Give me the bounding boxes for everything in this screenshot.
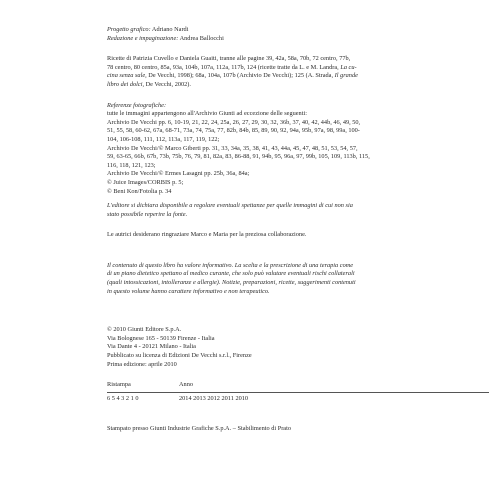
recipes-line-4 [107,81,489,90]
imprint-line: Via Bolognese 165 - 50139 Firenze - Italia [107,334,215,342]
disclaimer-line: (quali intossicazioni, intolleranze e allergie). Notizie, preparazioni, ricette, suggerimenti contenuti [107,279,356,287]
photo-credits-line: 116, 118, 121, 123; [107,161,156,169]
imprint-line: Via Dante 4 - 20121 Milano - Italia [107,343,196,351]
reprint-numbers: 6 5 4 3 2 1 0 [107,394,139,402]
imprint-line: Pubblicato su licenza di Edizioni De Vecchi s.r.l., Firenze [107,352,252,360]
disclaimer [107,262,489,296]
recipes-line-4-text: De Vecchi, 2002). [144,80,191,88]
recipes-line-3-text: De Vecchi, 1998); 68a, 104a, 107b (Archivio De Vecchi); 125 (A. Strada, [146,72,335,80]
photo-credits-line: 51, 55, 58, 60-62, 67a, 68-71, 73a, 74, 75a, 77, 82b, 84b, 85, 89, 90, 92, 94a, 95b, 97a, 98, 99a, 100- [107,127,360,135]
photo-credits-line: © Juice Images/CORBIS p. 5; [107,178,184,186]
recipes-line-3 [107,72,489,81]
copyright-page [107,26,489,434]
acknowledgements: Le autrici desiderano ringraziare Marco e Maria per la preziosa collaborazione. [107,231,307,239]
photo-credits-line: Archivio De Vecchi pp. 6, 10-19, 21, 22, 24, 25a, 26, 27, 29, 30, 32, 36b, 37, 40, 42, 44b, 46, 49, 50, [107,118,361,126]
photo-credits-line: 59, 63-65, 66b, 67b, 73b, 75b, 76, 79, 81, 82a, 83, 86-88, 91, 94b, 95, 96a, 97, 99b, 105, 109, 113b, 115, [107,153,370,161]
recipes-line-1: Ricette di Patrizia Cuvello e Daniela Guaiti, tranne alle pagine 39, 42a, 58a, 70b, 72 centro, 77b, [107,55,351,63]
imprint-line: Prima edizione: aprile 2010 [107,360,177,368]
disclaimer-line: Il contenuto di questo libro ha valore informativo. La scelta e la prescrizione di una terapia come [107,261,354,269]
imprint-line: © 2010 Giunti Editore S.p.A. [107,326,182,334]
design-name: Adriano Nardi [151,26,189,33]
recipes-line-2-text: 78 centro, 80 centro, 85a, 93a, 104b, 107a, 112a, 117b, 124 (ricette tratte da L. e M. Landra, [107,63,341,71]
reprint-divider [107,392,489,393]
publisher-note [107,202,489,219]
editing-label: Redazione e impaginazione: [107,34,179,42]
editing-name: Andrea Ballocchi [179,34,224,42]
year-label: Anno [179,381,193,389]
recipes-credit [107,55,489,89]
recipes-line-4-italic: libro dei dolci, [107,80,145,88]
printer-line: Stampato presso Giunti Industrie Grafiche S.p.A. – Stabilimento di Prato [107,425,291,433]
imprint [107,326,489,369]
photo-credits-heading: Referenze fotografiche: [107,101,167,109]
reprint-labels [107,381,489,390]
photo-credits-line: 104, 106-108, 111, 112, 113a, 117, 119, 122; [107,135,220,143]
recipes-line-2 [107,64,489,73]
reprint-values [107,395,489,404]
recipes-line-2-italic: La cu- [340,63,357,71]
design-credit [107,26,489,35]
reprint-table [107,381,489,403]
editing-credit [107,35,489,44]
photo-credits-line: © Beni Kon/Fotolia p. 34 [107,187,172,195]
photo-credits-line: Archivio De Vecchi/© Marco Giberti pp. 31, 33, 34a, 35, 38, 41, 43, 44a, 45, 47, 48, 51, 53, 54, 57, [107,144,358,152]
reprint-label: Ristampa [107,381,131,389]
disclaimer-line: in questo volume hanno carattere informativo e non terapeutico. [107,287,270,295]
publisher-note-line: stato possibile reperire la fonte. [107,210,188,218]
recipes-line-3-italic: cina senza sale, [107,72,147,80]
photo-credits [107,102,489,197]
photo-credits-line: Archivio De Vecchi/© Ermes Lasagni pp. 25b, 36a, 84a; [107,170,250,178]
design-label: Progetto grafico: [107,26,151,33]
publisher-note-line: L'editore si dichiara disponibile a regolare eventuali spettanze per quelle immagini di cui non sia [107,202,353,210]
reprint-years: 2014 2013 2012 2011 2010 [179,394,249,402]
recipes-line-3-italic-2: Il grande [334,72,358,80]
disclaimer-line: di un piano dietetico spettano al medico curante, che solo può valutare eventuali rischi collaterali [107,270,355,278]
photo-credits-line: tutte le immagini appartengono all'Archivio Giunti ad eccezione delle seguenti: [107,110,307,118]
